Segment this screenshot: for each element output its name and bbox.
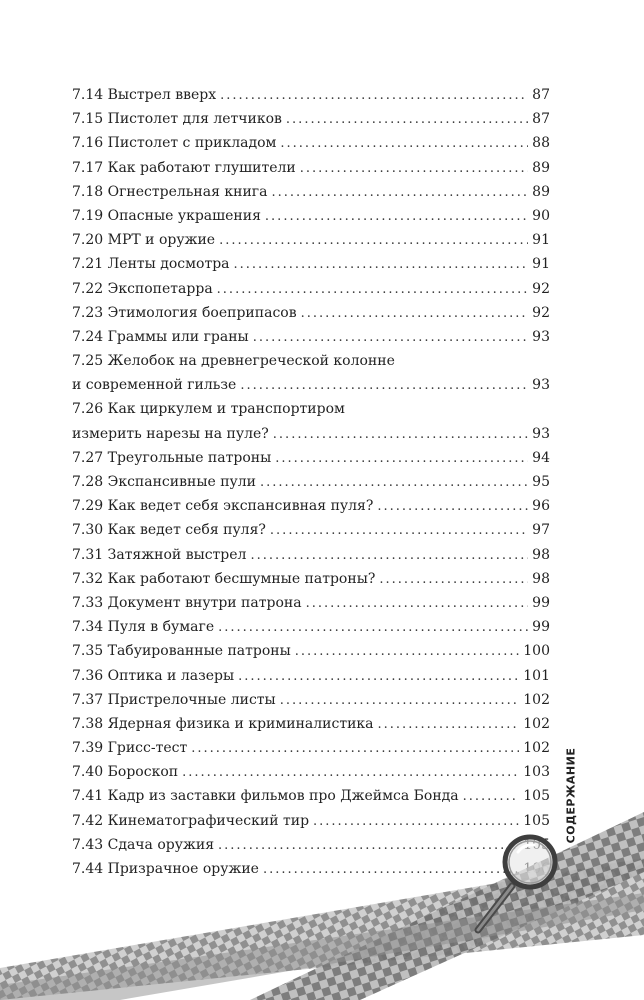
toc-entry-page: 98 [532,570,550,587]
toc-entry-title: измерить нарезы на пуле? [72,425,269,442]
toc-entry-title: 7.30 Как ведет себя пуля? [72,522,266,539]
toc-entry-title: 7.26 Как циркулем и транспортиром [72,401,345,418]
toc-entry-page: 94 [532,449,550,466]
toc-entry-page: 88 [532,135,550,152]
toc-entry-title: 7.36 Оптика и лазеры [72,667,235,684]
toc-entry-page: 87 [532,111,550,128]
toc-entry-title: 7.31 Затяжной выстрел [72,546,247,563]
toc-entry-page: 100 [523,643,550,660]
toc-entry-title: 7.39 Грисс-тест [72,740,188,757]
toc-entry-title: 7.44 Призрачное оружие [72,861,259,877]
toc-entry-page: 93 [532,377,550,394]
toc-entry-title: 7.23 Этимология боеприпасов [72,304,297,321]
toc-entry-page: 99 [532,594,550,611]
toc-entry-page: 90 [532,207,550,224]
toc-entry-page: 101 [523,667,550,684]
toc-entry-title: 7.38 Ядерная физика и криминалистика [72,715,374,732]
toc-entry-title: 7.37 Пристрелочные листы [72,691,276,708]
toc-entry-page: 103 [523,764,550,781]
toc-entry-page: 92 [532,280,550,297]
toc-entry-title: 7.41 Кадр из заставки фильмов про Джеймса Бонда [72,788,459,805]
toc-entry-title: 7.18 Огнестрельная книга [72,183,268,200]
section-label: СОДЕРЖАНИЕ [564,747,578,843]
toc-entry-page: 96 [532,498,550,515]
toc-entry-title: 7.25 Желобок на древнегреческой колонне [72,353,395,370]
toc-entry-page: 93 [532,328,550,345]
toc-entry-page: 97 [532,522,550,539]
toc-entry-title: 7.19 Опасные украшения [72,207,261,224]
toc-entry-title: 7.34 Пуля в бумаге [72,619,215,636]
toc-entry-page: 95 [532,474,550,490]
toc-entry-page: 89 [532,183,550,200]
toc-entry-page: 102 [523,740,550,757]
toc-entry-page: 102 [523,715,550,732]
toc-entry-page: 92 [532,304,550,321]
toc-entry-page: 91 [532,256,550,273]
toc-entry-title: 7.17 Как работают глушители [72,159,296,176]
toc-entry-title: 7.40 Бороскоп [72,764,179,781]
toc-entry-page: 102 [523,691,550,708]
toc-entry-title: 7.42 Кинематографический тир [72,812,310,829]
toc-entry-title: 7.24 Граммы или граны [72,328,249,345]
toc-entry-title: 7.28 Экспансивные пули [72,474,256,490]
toc-entry-page: 87 [532,87,550,103]
toc-entry-page: 89 [532,159,550,176]
toc-entry-title: 7.33 Документ внутри патрона [72,594,302,611]
toc-entry-title: 7.43 Сдача оружия [72,836,215,853]
toc-entry-title: 7.16 Пистолет с прикладом [72,135,277,152]
toc-entry-title: 7.27 Треугольные патроны [72,449,272,466]
toc-entry-page: 98 [532,546,550,563]
toc-entry-title: 7.15 Пистолет для летчиков [72,111,282,128]
toc-entry-page: 105 [523,812,550,829]
toc-entry-page: 99 [532,619,550,636]
toc-entry-title: 7.21 Ленты досмотра [72,256,230,273]
toc-entry-page: 91 [532,232,550,249]
toc-entry-title: 7.29 Как ведет себя экспансивная пуля? [72,498,374,515]
toc-entry-title: 7.20 МРТ и оружие [72,232,216,249]
toc-entry-page: 93 [532,425,550,442]
toc-entry-title: 7.32 Как работают бесшумные патроны? [72,570,376,587]
toc-entry-title: 7.14 Выстрел вверх [72,87,217,103]
toc-entry-title: 7.35 Табуированные патроны [72,643,291,660]
toc-entry-title: и современной гильзе [72,377,237,394]
toc-entry-page: 105 [523,788,550,805]
toc-entry-title: 7.22 Экспопетарра [72,280,213,297]
